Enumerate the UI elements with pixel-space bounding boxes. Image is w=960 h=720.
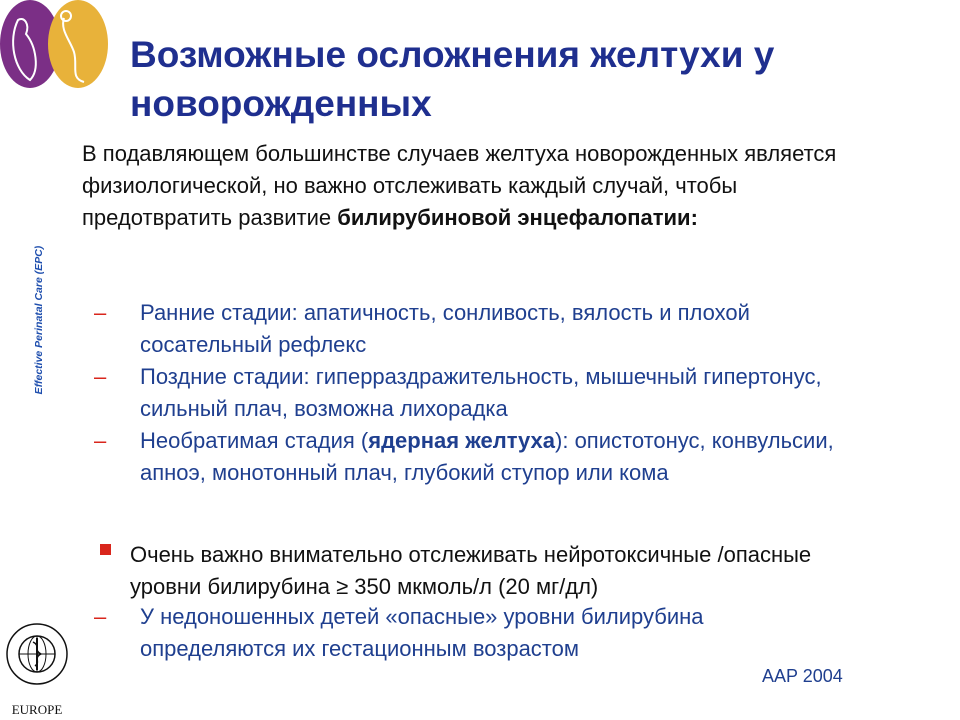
stage-pre: Необратимая стадия ( bbox=[140, 428, 369, 453]
square-bullet-icon bbox=[100, 544, 111, 555]
intro-paragraph bbox=[82, 138, 882, 234]
intro-text: В подавляющем большинстве случаев желтуха новорожденных является физиологической, но важно отслеживать каждый случай, чтобы предотвратить развитие bbox=[82, 141, 837, 230]
side-label bbox=[30, 222, 48, 418]
stage-text bbox=[140, 425, 854, 489]
side-label-text: Effective Perinatal Care (EPC) bbox=[33, 245, 45, 395]
stage-post: ): опистотонус, конвульсии, апноэ, монотонный плач, глубокий ступор или кома bbox=[140, 428, 834, 485]
stage-bold: ядерная желтуха bbox=[368, 428, 556, 453]
bullet-text: Очень важно внимательно отслеживать нейротоксичные /опасные уровни билирубина ≥ 350 мкмоль/л (20 мг/дл) bbox=[130, 542, 812, 599]
slide-title: Возможные осложнения желтухи у новорожденных bbox=[130, 34, 775, 124]
dash-marker: – bbox=[94, 604, 107, 629]
dash-marker: – bbox=[94, 428, 107, 453]
who-logo-region: EUROPE bbox=[11, 702, 63, 717]
stage-text: Поздние стадии: гиперраздражительность, мышечный гипертонус, сильный плач, возможна лихорадка bbox=[140, 364, 822, 421]
epc-logo bbox=[0, 0, 110, 92]
who-logo bbox=[0, 608, 74, 720]
reference: AAP 2004 bbox=[762, 666, 843, 686]
dash-marker: – bbox=[94, 300, 107, 325]
stage-item-late bbox=[94, 361, 854, 425]
dash-marker: – bbox=[94, 364, 107, 389]
stage-item-irreversible bbox=[94, 425, 854, 489]
intro-bold: билирубиновой энцефалопатии: bbox=[337, 205, 698, 230]
stage-item-early bbox=[94, 297, 854, 361]
bullet-item bbox=[100, 539, 860, 603]
stage-text: Ранние стадии: апатичность, сонливость, вялость и плохой сосательный рефлекс bbox=[140, 300, 750, 357]
sub-note-text: У недоношенных детей «опасные» уровни билирубина определяются их гестационным возрастом bbox=[140, 604, 704, 661]
sub-note-item bbox=[94, 601, 854, 665]
